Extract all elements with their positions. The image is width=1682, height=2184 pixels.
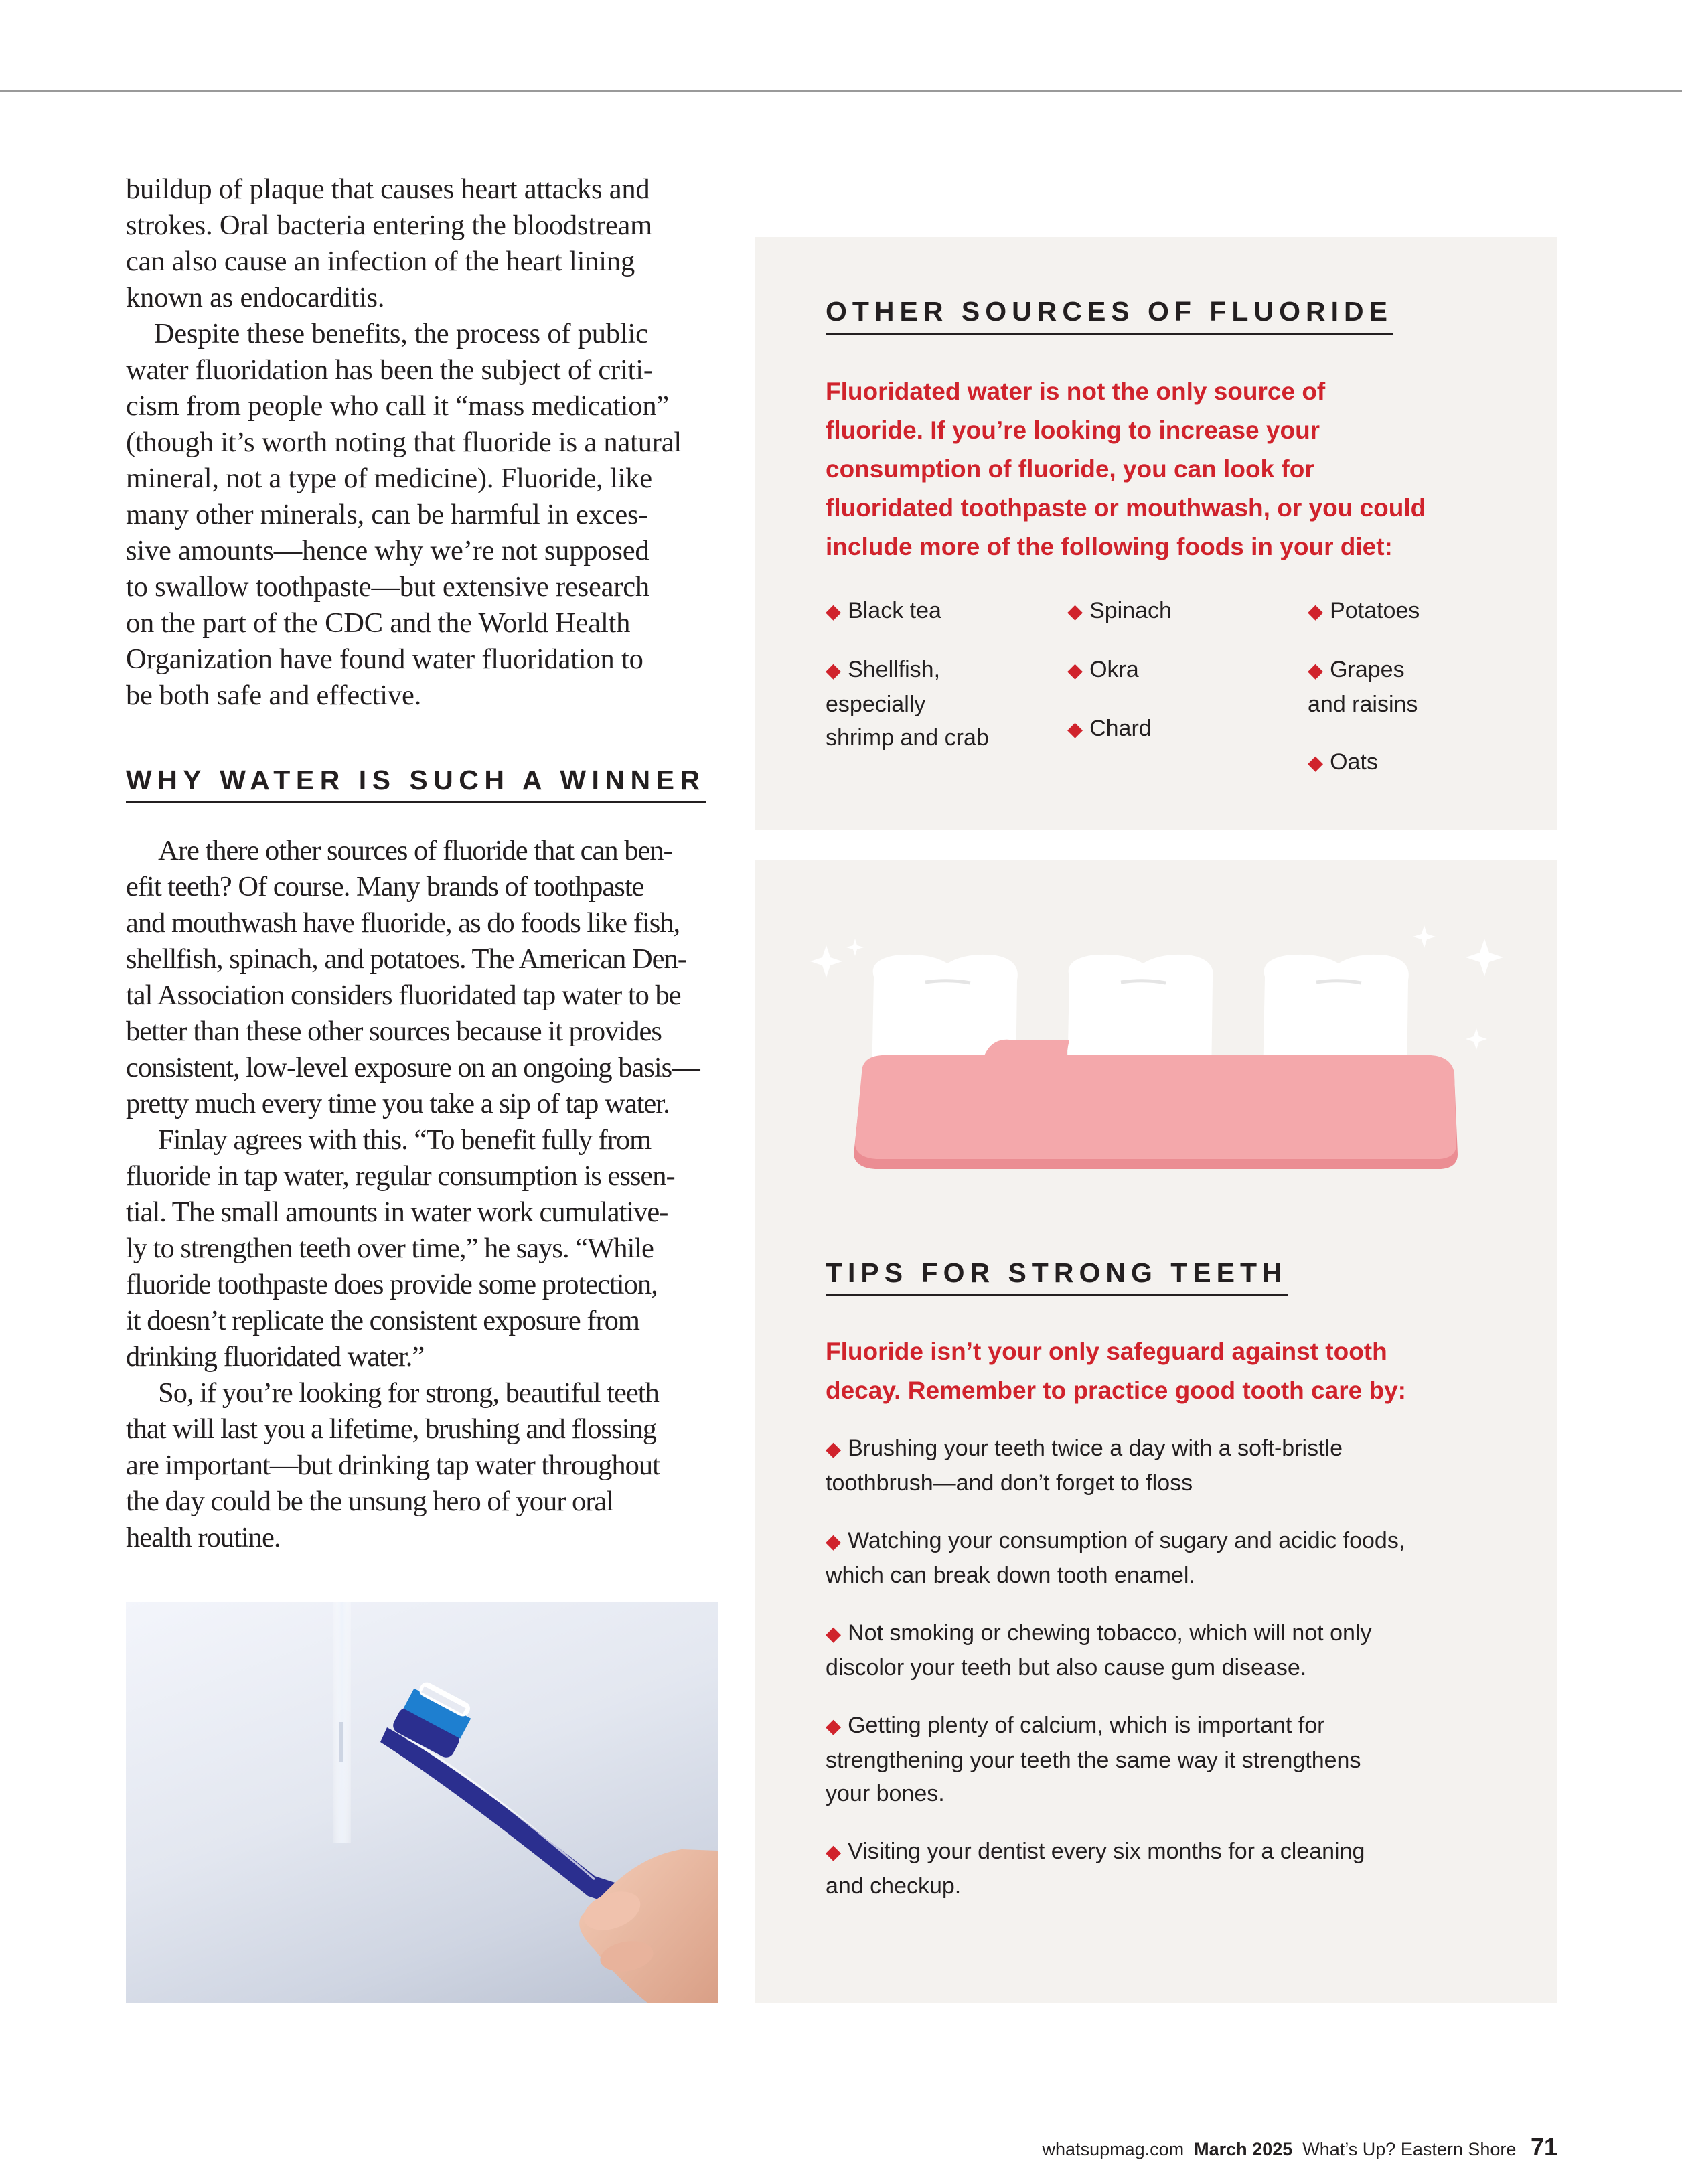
tip-text: strengthening your teeth the same way it strengthens — [826, 1747, 1361, 1773]
text-line: be both safe and effective. — [126, 680, 422, 711]
food-label: Potatoes — [1330, 598, 1420, 623]
text-line: shellfish, spinach, and potatoes. The American Den- — [126, 943, 686, 975]
tip-text: Getting plenty of calcium, which is important for — [848, 1713, 1325, 1738]
tip-text: discolor your teeth but also cause gum disease. — [826, 1655, 1307, 1681]
article-left-column — [126, 171, 718, 1556]
tip-item — [826, 1524, 1495, 1592]
diamond-bullet-icon: ◆ — [1308, 752, 1324, 774]
text-line: better than these other sources because it provides — [126, 1016, 662, 1047]
text-line: fluoride. If you’re looking to increase your — [826, 416, 1320, 444]
article-paragraph-2 — [126, 316, 718, 714]
tips-lead-text — [826, 1332, 1515, 1410]
text-line: decay. Remember to practice good tooth care by: — [826, 1377, 1406, 1404]
food-label: shrimp and crab — [826, 725, 989, 751]
footer-issue: March 2025 — [1194, 2139, 1293, 2159]
diamond-bullet-icon: ◆ — [826, 1623, 842, 1645]
text-line: that will last you a lifetime, brushing and flossing — [126, 1413, 656, 1445]
sidebar-heading: OTHER SOURCES OF FLUORIDE — [826, 296, 1393, 335]
food-label: Chard — [1089, 716, 1152, 741]
toothbrush-illustration — [126, 1602, 718, 2003]
text-line: strokes. Oral bacteria entering the bloodstream — [126, 210, 653, 241]
tip-text: which can break down tooth enamel. — [826, 1563, 1195, 1588]
diamond-bullet-icon: ◆ — [826, 1841, 842, 1863]
diamond-bullet-icon: ◆ — [1308, 659, 1324, 682]
text-line: fluoride toothpaste does provide some protection, — [126, 1269, 658, 1300]
page-number: 71 — [1530, 2133, 1557, 2161]
text-line: on the part of the CDC and the World Health — [126, 607, 631, 639]
food-label: Black tea — [848, 598, 941, 623]
tip-item — [826, 1616, 1495, 1685]
text-line: many other minerals, can be harmful in exces- — [126, 499, 648, 530]
diamond-bullet-icon: ◆ — [826, 659, 842, 682]
food-item — [826, 653, 989, 755]
toothbrush-photo — [126, 1602, 718, 2003]
food-item — [1067, 712, 1152, 747]
food-item — [1067, 594, 1172, 629]
tip-item — [826, 1835, 1495, 1903]
tip-text: Not smoking or chewing tobacco, which will not only — [848, 1620, 1372, 1646]
food-label: Grapes — [1330, 657, 1405, 682]
tip-item — [826, 1431, 1495, 1500]
food-item — [1308, 594, 1420, 629]
food-item — [1308, 745, 1378, 780]
text-line: fluoride in tap water, regular consumption is essen- — [126, 1160, 675, 1192]
tip-item — [826, 1709, 1495, 1810]
text-line: So, if you’re looking for strong, beautiful teeth — [158, 1377, 659, 1409]
diamond-bullet-icon: ◆ — [826, 1531, 842, 1553]
teeth-illustration — [755, 860, 1557, 1208]
tips-sidebar — [755, 860, 1557, 2003]
text-line: fluoridated toothpaste or mouthwash, or you could — [826, 494, 1426, 522]
text-line: it doesn’t replicate the consistent exposure from — [126, 1305, 639, 1336]
text-line: tial. The small amounts in water work cumulative- — [126, 1196, 668, 1228]
food-label: and raisins — [1308, 692, 1418, 717]
text-line: Despite these benefits, the process of public — [153, 318, 648, 349]
text-line: sive amounts—hence why we’re not supposed — [126, 535, 649, 566]
text-line: the day could be the unsung hero of your oral — [126, 1486, 614, 1517]
tip-text: Visiting your dentist every six months for a cleaning — [848, 1839, 1365, 1864]
text-line: pretty much every time you take a sip of tap water. — [126, 1088, 670, 1119]
diamond-bullet-icon: ◆ — [826, 1715, 842, 1737]
text-line: Fluoridated water is not the only source of — [826, 378, 1326, 405]
text-line: Finlay agrees with this. “To benefit fully from — [158, 1124, 652, 1156]
text-line: Fluoride isn’t your only safeguard against tooth — [826, 1338, 1387, 1365]
text-line: efit teeth? Of course. Many brands of toothpaste — [126, 871, 644, 903]
text-line: cism from people who call it “mass medication” — [126, 390, 670, 422]
text-line: consumption of fluoride, you can look for — [826, 455, 1314, 483]
diamond-bullet-icon: ◆ — [1067, 718, 1083, 740]
diamond-bullet-icon: ◆ — [826, 601, 842, 623]
section-heading: WHY WATER IS SUCH A WINNER — [126, 765, 706, 803]
article-paragraph-1 — [126, 171, 718, 316]
text-line: Are there other sources of fluoride that can ben- — [158, 835, 672, 866]
text-line: Organization have found water fluoridation to — [126, 643, 643, 675]
diamond-bullet-icon: ◆ — [1067, 659, 1083, 682]
tip-text: Brushing your teeth twice a day with a soft-bristle — [848, 1435, 1343, 1461]
text-line: are important—but drinking tap water throughout — [126, 1450, 660, 1481]
food-label: Spinach — [1089, 598, 1172, 623]
tip-text: toothbrush—and don’t forget to floss — [826, 1470, 1193, 1496]
sidebar-lead-text — [826, 372, 1515, 566]
gum-shape — [854, 1040, 1458, 1169]
tip-text: and checkup. — [826, 1873, 962, 1899]
text-line: to swallow toothpaste—but extensive research — [126, 571, 649, 603]
food-item — [826, 594, 941, 629]
tips-heading: TIPS FOR STRONG TEETH — [826, 1257, 1288, 1296]
food-item — [1308, 653, 1418, 721]
food-label: especially — [826, 692, 926, 717]
text-line: ly to strengthen teeth over time,” he says. “While — [126, 1233, 654, 1264]
tip-text: Watching your consumption of sugary and acidic foods, — [848, 1528, 1405, 1553]
top-rule — [0, 90, 1682, 92]
text-line: health routine. — [126, 1522, 281, 1553]
footer-magazine: What’s Up? Eastern Shore — [1302, 2139, 1517, 2159]
text-line: consistent, low-level exposure on an ongoing basis— — [126, 1052, 700, 1083]
other-sources-sidebar — [755, 237, 1557, 830]
text-line: (though it’s worth noting that fluoride is a natural — [126, 426, 682, 458]
text-line: tal Association considers fluoridated tap water to be — [126, 980, 681, 1011]
page-footer — [1043, 2133, 1557, 2161]
diamond-bullet-icon: ◆ — [1308, 601, 1324, 623]
food-label: Shellfish, — [848, 657, 941, 682]
text-line: known as endocarditis. — [126, 282, 385, 313]
article-paragraph-5 — [126, 1375, 718, 1556]
text-line: can also cause an infection of the heart lining — [126, 246, 635, 277]
diamond-bullet-icon: ◆ — [1067, 601, 1083, 623]
article-paragraph-3 — [126, 833, 718, 1122]
text-line: include more of the following foods in your diet: — [826, 533, 1393, 560]
food-label: Okra — [1089, 657, 1139, 682]
diamond-bullet-icon: ◆ — [826, 1438, 842, 1460]
text-line: mineral, not a type of medicine). Fluoride, like — [126, 463, 652, 494]
food-label: Oats — [1330, 749, 1378, 775]
text-line: and mouthwash have fluoride, as do foods like fish, — [126, 907, 680, 939]
text-line: buildup of plaque that causes heart attacks and — [126, 173, 650, 205]
text-line: water fluoridation has been the subject of criti- — [126, 354, 653, 386]
food-item — [1067, 653, 1139, 688]
text-line: drinking fluoridated water.” — [126, 1341, 425, 1373]
tip-text: your bones. — [826, 1781, 945, 1806]
article-paragraph-4 — [126, 1122, 718, 1375]
footer-site: whatsupmag.com — [1042, 2139, 1184, 2159]
